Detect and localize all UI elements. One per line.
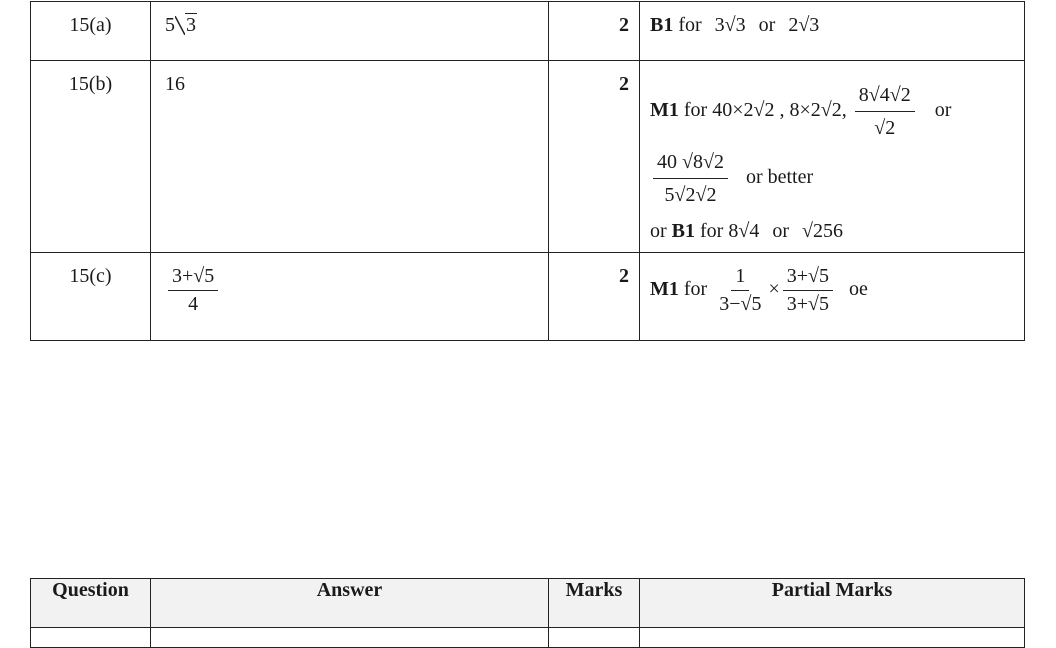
answer-cell: 16 xyxy=(151,61,549,253)
header-marks: Marks xyxy=(549,579,640,628)
answer-cell xyxy=(151,253,549,341)
question-cell: 15(a) xyxy=(31,2,151,61)
fraction: $\frac{8√4√2}{√2}$ xyxy=(855,81,915,142)
partial-marks-cell: B1 for 3√3 or 2√3 xyxy=(640,2,1025,61)
question-cell: 15(b) xyxy=(31,61,151,253)
header-answer: Answer xyxy=(151,579,549,628)
header-row xyxy=(31,579,1025,628)
table-row xyxy=(31,2,1025,61)
partial-marks-cell: M1 for $\frac{1}{3-√5}$ × $\frac{3+√5}{3+√5}$ oe xyxy=(640,253,1025,341)
fraction: $\frac{3+√5}{4}$ xyxy=(168,265,218,316)
table-row xyxy=(31,61,1025,253)
marks-cell: 2 xyxy=(549,2,640,61)
sqrt-expression: 3 xyxy=(175,14,197,37)
mark-scheme-table xyxy=(30,1,1025,341)
answer-cell: 5 3 xyxy=(151,2,549,61)
marks-cell: 2 xyxy=(549,253,640,341)
header-partial-marks: Partial Marks xyxy=(640,579,1025,628)
fraction: $\frac{40 √8√2}{5√2√2}$ xyxy=(653,148,728,209)
table-row xyxy=(31,253,1025,341)
table-header xyxy=(30,578,1025,648)
partial-marks-cell: M1 for 40×2√2 , 8×2√2, $\frac{8√4√2}{√2}$ or $\frac{40 √8√2}{5√2√2}$ or better or B1 for 8√4 or √256 xyxy=(640,61,1025,253)
header-question: Question xyxy=(31,579,151,628)
fraction: $\frac{3+√5}{3+√5}$ xyxy=(783,265,833,316)
marks-cell: 2 xyxy=(549,61,640,253)
fraction: $\frac{1}{3-√5}$ xyxy=(719,265,762,315)
question-cell: 15(c) xyxy=(31,253,151,341)
